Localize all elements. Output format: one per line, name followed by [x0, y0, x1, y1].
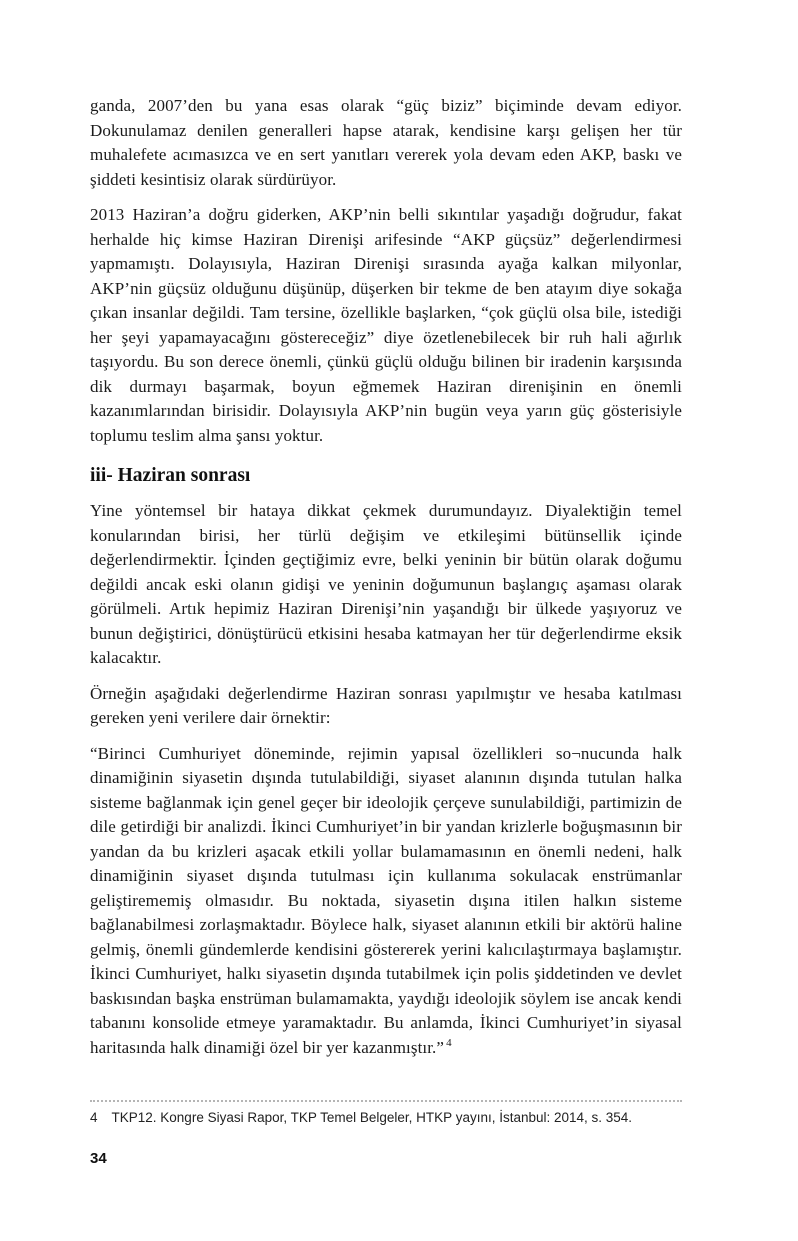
- paragraph-2: 2013 Haziran’a doğru giderken, AKP’nin belli sıkıntılar yaşadığı doğrudur, fakat herhalde hiç kimse Haziran Direnişi arifesinde “AKP güçsüz” değerlendirmesi yapmamıştı. Dolayısıyla, Haziran Direnişi sırasında ayağa kalkan milyonlar, AKP’nin güçsüz olduğunu düşünüp, düşerken bir tekme de ben atayım diye sokağa çıkan insanlar değildi. Tam tersine, özellikle başlarken, “çok güçlü olsa bile, istediği her şeyi yapamayacağını göstereceğiz” diye özetlenebilecek bir ruh hali ağırlık taşıyordu. Bu son derece önemli, çünkü güçlü olduğu bilinen bir iradenin karşısında dik durmayı başarmak, boyun eğmemek Haziran direnişinin en önemli kazanımlarından birisidir. Dolayısıyla AKP’nin bugün veya yarın güç gösterisiyle toplumu teslim alma şansı yoktur.: [90, 205, 682, 445]
- footnote-divider: [90, 1100, 682, 1102]
- footnote-text: TKP12. Kongre Siyasi Rapor, TKP Temel Belgeler, HTKP yayını, İstanbul: 2014, s. 354.: [111, 1110, 633, 1125]
- paragraph-3: Yine yöntemsel bir hataya dikkat çekmek durumundayız. Diyalektiğin temel konularından birisi, her türlü değişim ve etkileşimi bütünsellik içinde değerlendirmektir. İçinden geçtiğimiz evre, belki yeninin bir bütün olarak doğumu değildi ancak eski olanın gidişi ve yeninin doğumunun başlangıç aşaması olarak görülmeli. Artık hepimiz Haziran Direnişi’nin yaşandığı bir ülkede yaşıyoruz ve bunun değiştirici, dönüştürücü etkisini hesaba katmayan her tür değerlendirme eksik kalacaktır.: [90, 501, 682, 667]
- footnote: [90, 1109, 682, 1127]
- section-heading: iii- Haziran sonrası: [90, 465, 251, 486]
- footnote-reference: 4: [446, 1036, 452, 1049]
- quote-text: “Birinci Cumhuriyet döneminde, rejimin yapısal özellikleri so¬nucunda halk dinamiğinin siyasetin dışında tutulabildiği, siyaset alanının dışında tutulan halka sisteme bağlanmak için genel geçer bir ideolojik çerçeve sunulabildiği, partimizin de dile getirdiği bir analizdi. İkinci Cumhuriyet’in bir yandan krizlerle boğuşmasının bir yandan da bu krizleri aşacak etkili yollar bulamamasının en önemli nedeni, halk dinamiğinin siyaset dışında tutulması için kullanıma sokulacak enstrümanlar geliştirememiş olmasıdır. Bu noktada, siyasetin dışına itilen halkın sisteme bağlanabilmesi zorlaşmaktadır. Böylece halk, siyaset alanının etkili bir aktörü haline gelmiş, önemli gündemlerde kendisini göstererek yerini kalıcılaştırmaya başlamıştır. İkinci Cumhuriyet, halkı siyasetin dışında tutabilmek için polis şiddetinden ve devlet baskısından başka enstrüman bulamamakta, yaydığı ideolojik söylem ise ancak kendi tabanını konsolide etmeye yaramaktadır. Bu anlamda, İkinci Cumhuriyet’in siyasal haritasında halk dinamiği özel bir yer kazanmıştır.”: [90, 743, 682, 1057]
- body-text: [90, 94, 682, 1071]
- quote-paragraph: [90, 742, 682, 1061]
- footnote-area: [90, 1100, 682, 1127]
- footnote-marker: 4: [90, 1110, 98, 1125]
- page-number: 34: [90, 1150, 107, 1167]
- paragraph-1: ganda, 2007’den bu yana esas olarak “güç biziz” biçiminde devam ediyor. Dokunulamaz denilen generalleri hapse atarak, kendisine karşı gelişen her tür muhalefete acımasızca ve en sert yanıtları vererek yola devam eden AKP, baskı ve şiddeti kesintisiz olarak sürdürüyor.: [90, 96, 682, 189]
- paragraph-4: Örneğin aşağıdaki değerlendirme Haziran sonrası yapılmıştır ve hesaba katılması gereken yeni verilere dair örnektir:: [90, 683, 682, 727]
